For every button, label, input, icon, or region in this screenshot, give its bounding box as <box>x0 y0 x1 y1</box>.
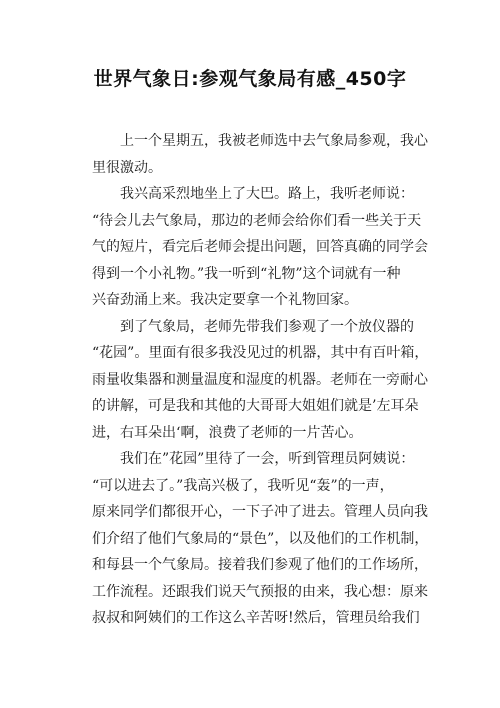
text-line: 兴奋劲涌上来。我决定要拿一个礼物回家。 <box>92 292 358 308</box>
text-line: “花园”。里面有很多我没见过的机器，其中有百叶箱， <box>92 345 429 361</box>
text-line: 们介绍了他们气象局的“景色”，以及他们的工作机制， <box>92 530 429 547</box>
text-line: 的讲解，可是我和其他的大哥哥大姐姐们就是’左耳朵 <box>92 398 419 414</box>
text-line: “可以进去了。”我高兴极了，我听见“轰”的一声， <box>92 477 394 494</box>
text-line: 和每县一个气象局。接着我们参观了他们的工作场所， <box>92 557 428 573</box>
text-line: 气的短片，看完后老师会提出问题，回答真确的同学会 <box>92 239 428 255</box>
text-line: 得到一个小礼物。”我一听到“礼物”这个词就有一种 <box>92 265 401 282</box>
text-line: 里很激动。 <box>92 159 162 176</box>
text-line: 我们在”花园”里待了一会，听到管理员阿姨说： <box>120 451 415 467</box>
text-line: 上一个星期五，我被老师选中去气象局参观，我心 <box>120 133 428 149</box>
text-line: 到了气象局，老师先带我们参观了一个放仪器的 <box>120 318 414 335</box>
text-line: 叔叔和阿姨们的工作这么辛苦呀!然后，管理员给我们 <box>92 610 420 626</box>
document-body <box>92 128 429 632</box>
text-line: 我兴高采烈地坐上了大巴。路上，我听老师说： <box>120 186 414 202</box>
text-line: 原来同学们都很开心，一下子冲了进去。管理人员向我 <box>92 504 428 520</box>
text-line: 进，右耳朵出‘啊，浪费了老师的一片苦心。 <box>92 424 363 441</box>
document-title: 世界气象日:参观气象局有感_450字 <box>93 68 407 90</box>
text-line: 工作流程。还跟我们说天气预报的由来，我心想：原来 <box>92 583 428 600</box>
text-line: “待会儿去气象局，那边的老师会给你们看一些关于天 <box>92 212 422 229</box>
text-line: 雨量收集器和测量温度和湿度的机器。老师在一旁耐心 <box>92 371 428 388</box>
